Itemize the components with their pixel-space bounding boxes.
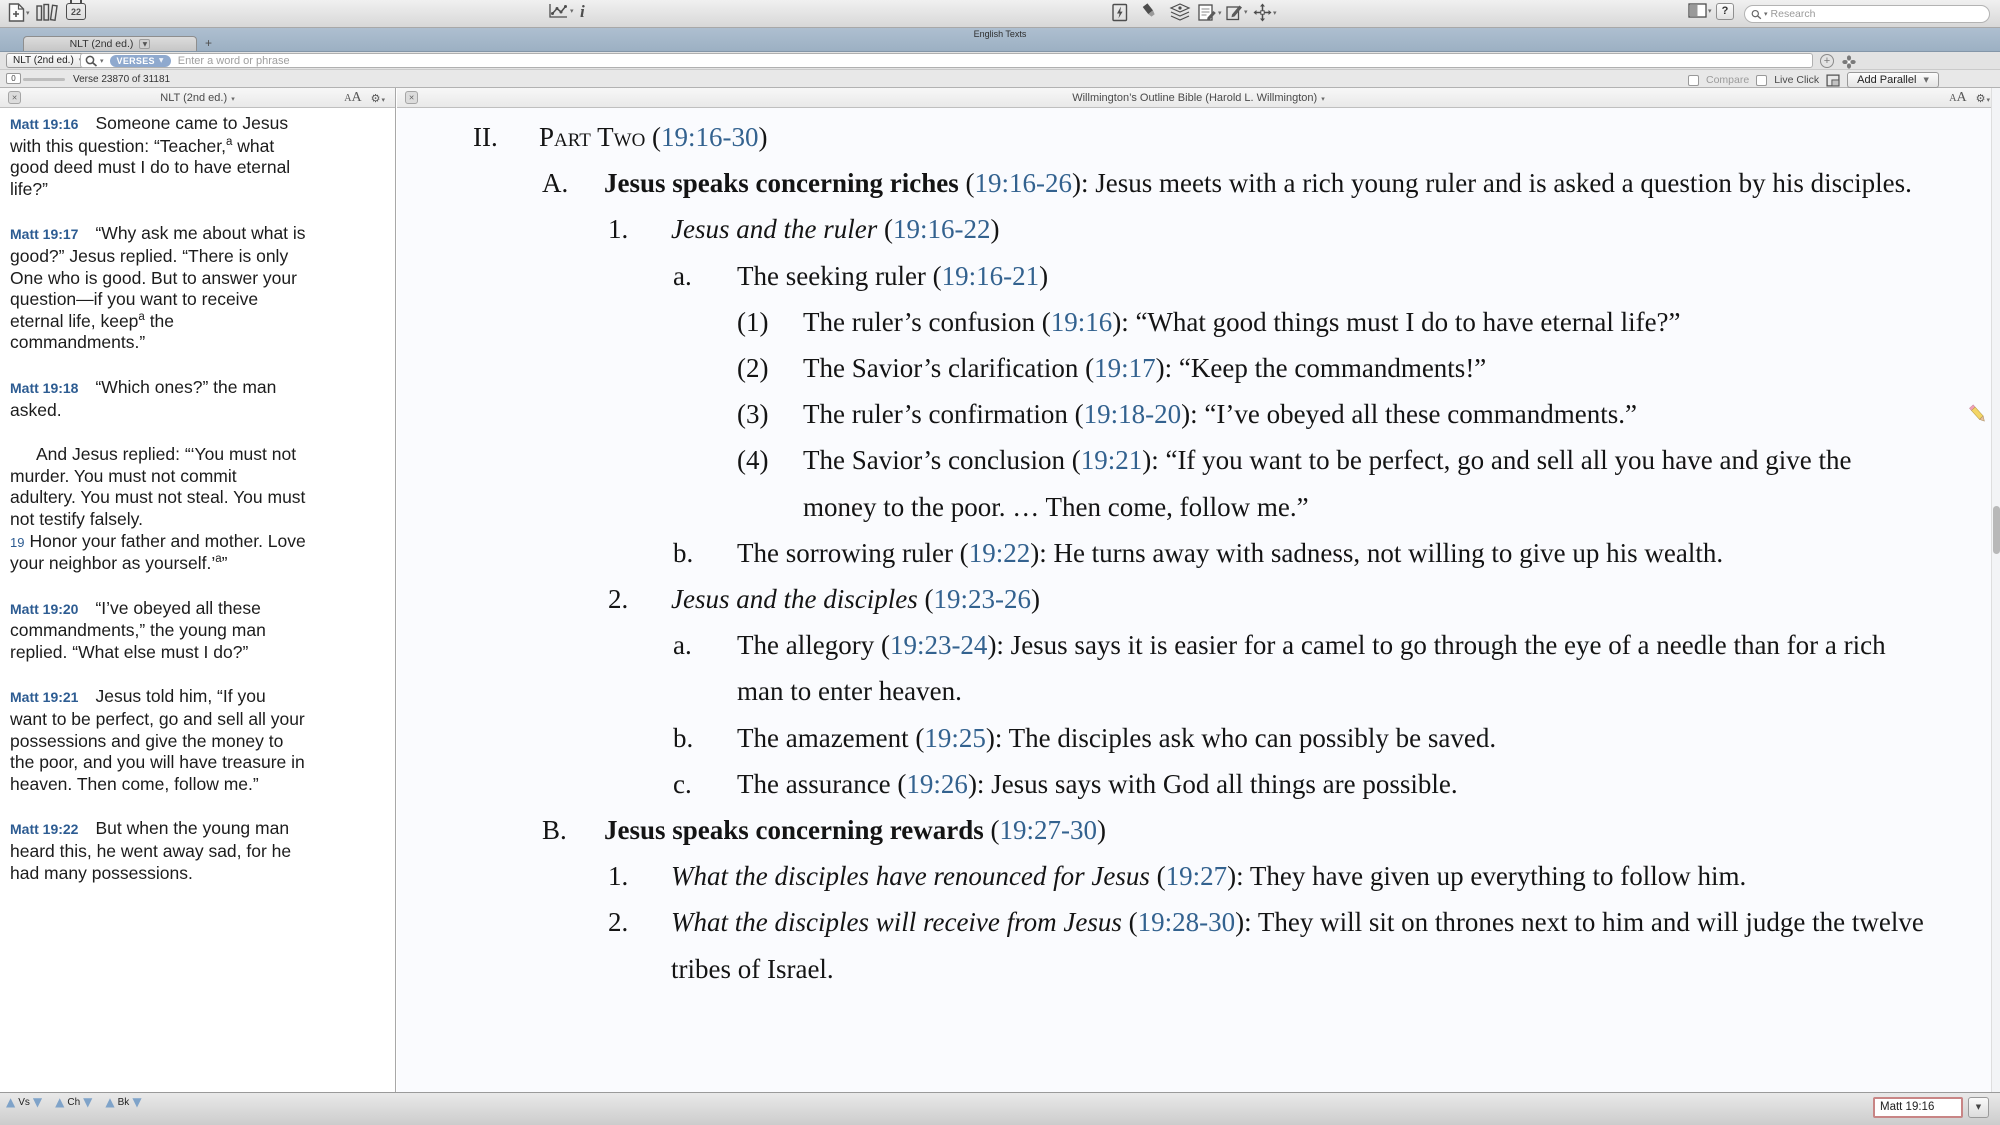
chevron-down-icon: ▼ — [1923, 76, 1929, 84]
verse-paragraph[interactable]: And Jesus replied: “‘You must not murder. You must not commit adultery. You must not steal. You must not testify falsely. — [10, 444, 306, 529]
book-down-arrow[interactable]: ▼ — [132, 1095, 142, 1109]
outline-marker: 1. — [608, 214, 629, 245]
search-mode-dropdown-icon[interactable]: ▾ — [100, 56, 104, 65]
footnote-marker[interactable]: a — [225, 135, 233, 148]
outline-pane — [397, 88, 2000, 1092]
verse-nav-label: Vs — [18, 1096, 30, 1108]
outline-marker: (3) — [737, 399, 769, 430]
outline-marker: b. — [673, 537, 694, 568]
outline-row[interactable]: 1. What the disciples have renounced for Jesus (19:27): They have given up everything to follow him. — [397, 853, 1930, 899]
outline-row[interactable]: a. The seeking ruler (19:16-21) — [397, 253, 1930, 299]
parallel-window-icon[interactable] — [1826, 74, 1840, 87]
live-click-checkbox[interactable] — [1756, 75, 1767, 86]
daily-reading-calendar-icon[interactable] — [66, 3, 86, 20]
go-to-reference-input[interactable]: Matt 19:16 — [1873, 1097, 1963, 1118]
outline-row[interactable]: a. The allegory (19:23-24): Jesus says it is easier for a camel to go through the eye of a needle than for a rich man to enter heaven. — [397, 622, 1930, 714]
bible-text — [0, 108, 395, 1092]
scripture-link[interactable]: 19:27 — [1165, 861, 1228, 892]
outline-row[interactable]: (3) The ruler’s confirmation (19:18-20): “I’ve obeyed all these commandments.” — [397, 391, 1930, 437]
verse-paragraph[interactable]: Matt 19:22 But when the young man heard this, he went away sad, for he had many possessions. — [10, 818, 292, 883]
verse-paragraph[interactable]: 19 Honor your father and mother. Love your neighbor as yourself.’$^a$” — [10, 530, 306, 574]
outline-row[interactable]: 1. Jesus and the ruler (19:16-22) — [397, 206, 1930, 252]
chevron-down-icon: ▾ — [231, 95, 235, 103]
add-search-term-button[interactable]: + — [1820, 54, 1834, 68]
scrollbar[interactable] — [1991, 88, 2000, 1092]
gear-icon[interactable]: ⚙▾ — [1975, 91, 1990, 105]
arrange-icon[interactable]: ▾ — [1253, 3, 1277, 22]
chapter-nav — [55, 1095, 92, 1109]
outline-text-run: What the disciples will receive from Jesus — [671, 907, 1122, 938]
book-nav — [105, 1095, 141, 1109]
verse-paragraph[interactable]: Matt 19:18 “Which ones?” the man asked. — [10, 376, 277, 420]
chapter-nav-label: Ch — [67, 1096, 81, 1108]
search-options-pinwheel-icon[interactable] — [1842, 55, 1856, 69]
verses-mode-pill[interactable]: VERSES ▼ — [110, 55, 171, 67]
research-search-field[interactable]: ▾ Research — [1744, 5, 1990, 23]
outline-row[interactable]: (1) The ruler’s confusion (19:16): “What good things must I do to have eternal life?” — [397, 299, 1930, 345]
outline-row[interactable]: 2. Jesus and the disciples (19:23-26) — [397, 576, 1930, 622]
compare-label: Compare — [1706, 74, 1750, 86]
outline-marker: 1. — [608, 861, 629, 892]
outline-marker: 2. — [608, 584, 629, 615]
outline-row[interactable]: b. The sorrowing ruler (19:22): He turns away with sadness, not willing to give up his wealth. — [397, 530, 1930, 576]
tab-label: NLT (2nd ed.) — [69, 38, 134, 50]
outline-row[interactable]: b. The amazement (19:25): The disciples ask who can possibly be saved. — [397, 715, 1930, 761]
scripture-link[interactable]: 19:17 — [1094, 353, 1156, 384]
outline-marker: II. — [473, 122, 498, 152]
outline-row[interactable]: 2. What the disciples will receive from Jesus (19:28-30): They will sit on thrones next to him and will judge the twelve tribes of Israel. — [397, 899, 1930, 991]
scripture-link[interactable]: 19:26 — [906, 768, 968, 799]
verse-up-arrow[interactable]: ▲ — [6, 1095, 16, 1109]
info-icon[interactable]: i — [580, 2, 585, 21]
verse-slider[interactable] — [23, 78, 65, 81]
outline-marker: b. — [673, 722, 694, 753]
scripture-link[interactable]: 19:25 — [924, 722, 986, 753]
search-scope-button[interactable]: NLT (2nd ed.) — [6, 53, 91, 68]
scripture-link[interactable]: 19:23-24 — [889, 630, 988, 661]
outline-text-run: Jesus and the ruler — [671, 214, 878, 245]
outline-row[interactable]: (4) The Savior’s conclusion (19:21): “If you want to be perfect, go and sell all you have and give the money to the poor. … Then come, follow me.” — [397, 437, 1930, 529]
outline-marker: a. — [673, 260, 692, 291]
status-bar — [0, 70, 2000, 88]
outline-marker: a. — [673, 630, 692, 661]
verse-reference[interactable]: Matt 19:17 — [10, 226, 79, 243]
gear-icon[interactable]: ⚙▾ — [370, 91, 385, 105]
new-tab-button[interactable]: + — [205, 36, 213, 50]
content-area — [0, 88, 2000, 1092]
scripture-link[interactable]: 19:16-26 — [974, 168, 1073, 199]
chapter-down-arrow[interactable]: ▼ — [83, 1095, 93, 1109]
hits-count-badge: 0 — [6, 73, 21, 84]
outline-text-run: Part Two — [539, 122, 646, 152]
verse-reference[interactable]: Matt 19:20 — [10, 600, 79, 617]
help-button[interactable]: ? — [1716, 3, 1734, 20]
verse-reference[interactable]: Matt 19:22 — [10, 821, 79, 838]
left-pane-header — [0, 88, 395, 108]
outline-marker: c. — [673, 768, 692, 799]
outline-row[interactable]: c. The assurance (19:26): Jesus says with God all things are possible. — [397, 761, 1930, 807]
scripture-link[interactable]: 19:22 — [968, 537, 1031, 568]
right-pane-title[interactable]: Willmington’s Outline Bible (Harold L. Willmington) — [1072, 92, 1318, 104]
verse-reference[interactable]: Matt 19:21 — [10, 689, 79, 706]
live-click-label: Live Click — [1774, 74, 1820, 86]
margin-note-pencil-icon[interactable] — [1968, 403, 1988, 425]
outline-text-run: What the disciples have renounced for Jesus — [671, 861, 1150, 892]
verse-counter: Verse 23870 of 31181 — [73, 74, 171, 85]
verse-down-arrow[interactable]: ▼ — [32, 1095, 43, 1109]
outline-marker: A. — [542, 168, 569, 199]
footnote-marker[interactable]: a — [215, 553, 222, 566]
scripture-link[interactable]: 19:16-30 — [661, 122, 759, 152]
verse-reference[interactable]: Matt 19:18 — [10, 379, 79, 396]
outline-text-run: Jesus speaks concerning riches — [604, 168, 959, 199]
outline-row[interactable]: A. Jesus speaks concerning riches (19:16-26): Jesus meets with a rich young ruler and is asked a question by his disciples. — [397, 160, 1930, 206]
compare-checkbox[interactable] — [1688, 75, 1699, 86]
outline-marker: 2. — [608, 907, 629, 938]
add-parallel-button[interactable]: Add Parallel ▼ — [1847, 72, 1939, 88]
edit-icon[interactable]: ▾ — [1226, 3, 1248, 21]
chapter-up-arrow[interactable]: ▲ — [55, 1095, 65, 1109]
user-notes-icon[interactable]: ▾ — [1198, 3, 1222, 22]
highlight-icon[interactable] — [1140, 3, 1159, 20]
calendar-day: 22 — [66, 3, 86, 20]
graphs-icon[interactable]: ▾ — [548, 3, 574, 19]
stacks-icon[interactable] — [1168, 3, 1192, 22]
chevron-down-icon: ▼ — [158, 57, 164, 64]
chevron-down-icon: ▾ — [1321, 95, 1325, 103]
verse-nav — [6, 1095, 42, 1109]
flash-study-icon[interactable] — [1112, 3, 1128, 22]
text-size-control[interactable]: AA — [1949, 90, 1967, 105]
outline-row[interactable]: II. Part Two (19:16-30) — [397, 114, 1930, 160]
scrollbar-thumb[interactable] — [1993, 506, 2000, 554]
text-size-control[interactable]: AA — [344, 90, 362, 105]
footnote-marker[interactable]: a — [138, 310, 145, 323]
scripture-link[interactable]: 19:28-30 — [1137, 907, 1236, 938]
verse-reference[interactable]: Matt 19:16 — [10, 116, 79, 132]
verse-paragraph[interactable]: Matt 19:16 Someone came to Jesus with this question: “Teacher,$^a$ what good deed must I do to have eternal life?” — [10, 113, 291, 199]
scripture-link[interactable]: 19:16-22 — [892, 214, 991, 245]
outline-marker: (2) — [737, 353, 769, 384]
outline-row[interactable]: B. Jesus speaks concerning rewards (19:27-30) — [397, 807, 1930, 853]
scripture-link[interactable]: 19:23-26 — [933, 584, 1031, 615]
scripture-link[interactable]: 19:16 — [1050, 306, 1113, 337]
research-placeholder: Research — [1770, 8, 1816, 20]
verse-paragraph[interactable]: Matt 19:21 Jesus told him, “If you want to be perfect, go and sell all your possessions and give the money to the poor, and you will have treasure in heaven. Then come, follow me.” — [10, 686, 305, 794]
scripture-link[interactable]: 19:21 — [1080, 445, 1143, 476]
scripture-link[interactable]: 19:18-20 — [1083, 399, 1182, 430]
tab-dropdown-icon[interactable]: ▼ — [139, 39, 150, 49]
search-placeholder: Enter a word or phrase — [177, 54, 290, 67]
search-input[interactable] — [80, 53, 1813, 68]
book-up-arrow[interactable]: ▲ — [105, 1095, 115, 1109]
left-pane-title[interactable]: NLT (2nd ed.) — [160, 92, 228, 104]
scripture-link[interactable]: 19:27-30 — [999, 815, 1098, 846]
search-icon — [1751, 9, 1763, 20]
verse-number: 19 — [10, 534, 25, 550]
verse-paragraph[interactable]: Matt 19:20 “I’ve obeyed all these commandments,” the young man replied. “What else must I do?” — [10, 597, 266, 662]
tab-nlt[interactable] — [23, 36, 197, 51]
workspace-bar — [0, 28, 2000, 52]
search-icon — [85, 55, 99, 67]
bible-text-pane — [0, 88, 396, 1092]
library-icon[interactable] — [36, 3, 59, 22]
outline-text — [397, 108, 2000, 1092]
outline-marker: B. — [542, 815, 567, 846]
close-pane-button[interactable]: ✕ — [405, 91, 418, 104]
reference-dropdown-button[interactable]: ▼ — [1968, 1097, 1989, 1118]
new-document-icon[interactable]: ▾ — [8, 3, 30, 22]
outline-text-run: Jesus and the disciples — [671, 584, 918, 615]
outline-marker: (1) — [737, 306, 769, 337]
close-pane-button[interactable]: ✕ — [8, 91, 21, 104]
book-nav-label: Bk — [117, 1096, 130, 1108]
panes-layout-icon[interactable]: ▾ — [1688, 3, 1712, 18]
search-bar — [0, 52, 2000, 70]
navigation-bar — [0, 1092, 2000, 1125]
scripture-link[interactable]: 19:16-21 — [941, 260, 1040, 291]
outline-text-run: Jesus speaks concerning rewards — [604, 815, 984, 846]
workspace-label: English Texts — [973, 29, 1027, 39]
verse-paragraph[interactable]: Matt 19:17 “Why ask me about what is good?” Jesus replied. “There is only One who is good. But to answer your question—if you want to receive eternal life, keep$^a$ the commandments.” — [10, 223, 306, 353]
outline-marker: (4) — [737, 445, 769, 476]
main-toolbar — [0, 0, 2000, 28]
outline-row[interactable]: (2) The Savior’s clarification (19:17): “Keep the commandments!” — [397, 345, 1930, 391]
right-pane-header — [397, 88, 2000, 108]
